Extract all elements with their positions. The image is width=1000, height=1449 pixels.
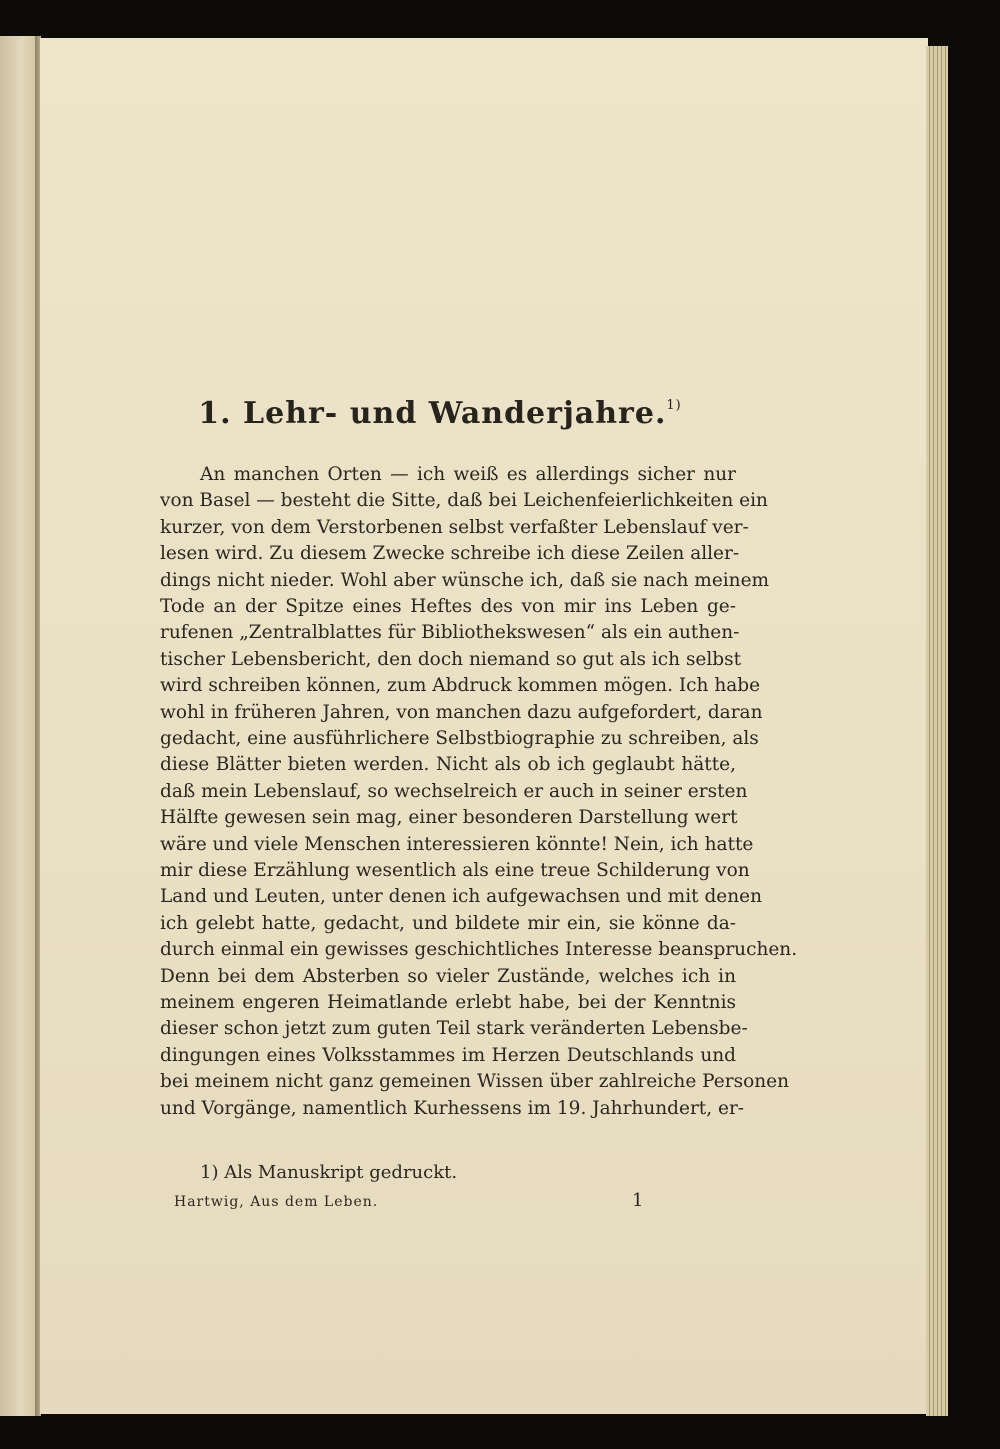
text-line: meinem engeren Heimatlande erlebt habe, bei der Kenntnis [160,992,736,1013]
text-line: durch einmal ein gewisses geschichtliches Interesse beanspruchen. [160,939,798,961]
page-stack-edge [926,46,948,1416]
text-line: Land und Leuten, unter denen ich aufgewachsen und mit denen [160,886,763,908]
text-line: rufenen „Zentralblattes für Bibliothekswesen“ als ein authen- [160,622,740,644]
text-line: bei meinem nicht ganz gemeinen Wissen über zahlreiche Personen [160,1071,789,1093]
text-line: lesen wird. Zu diesem Zwecke schreibe ich diese Zeilen aller- [160,543,740,565]
chapter-heading [190,396,690,431]
text-line: wird schreiben können, zum Abdruck kommen mögen. Ich habe [160,675,761,697]
text-line: von Basel — besteht die Sitte, daß bei Leichenfeierlichkeiten ein [160,490,768,512]
text-line: mir diese Erzählung wesentlich als eine treue Schilderung von [160,860,750,881]
text-line: kurzer, von dem Verstorbenen selbst verfaßter Lebenslauf ver- [160,516,749,538]
text-line: wohl in früheren Jahren, von manchen dazu aufgefordert, daran [160,701,763,723]
text-line: Denn bei dem Absterben so vieler Zustände, welches ich in [160,965,736,987]
text-line: dings nicht nieder. Wohl aber wünsche ich, daß sie nach meinem [160,569,770,591]
text-line: dingungen eines Volksstammes im Herzen Deutschlands und [160,1044,736,1066]
text-line: und Vorgänge, namentlich Kurhessens im 19. Jahrhundert, er- [160,1097,745,1119]
footnote: 1) Als Manuskript gedruckt. [200,1162,458,1183]
text-line: wäre und viele Menschen interessieren könnte! Nein, ich hatte [160,833,754,855]
signature-line: Hartwig, Aus dem Leben. [174,1194,379,1210]
text-line: Hälfte gewesen sein mag, einer besonderen Darstellung wert [160,807,738,829]
text-line: Tode an der Spitze eines Heftes des von mir ins Leben ge- [160,596,736,617]
page-number: 1 [632,1190,644,1211]
text-line: tischer Lebensbericht, den doch niemand so gut als ich selbst [160,648,742,670]
left-page-edge [0,36,36,1416]
heading-footnote-marker: 1) [666,398,682,413]
text-line: diese Blätter bieten werden. Nicht als ob ich geglaubt hätte, [160,754,736,776]
text-line: dieser schon jetzt zum guten Teil stark veränderten Lebensbe- [160,1018,748,1040]
text-line: daß mein Lebenslauf, so wechselreich er auch in seiner ersten [160,780,748,802]
text-line: gedacht, eine ausführlichere Selbstbiographie zu schreiben, als [160,728,759,749]
heading-text: 1. Lehr- und Wanderjahre. [198,396,667,431]
text-line: An manchen Orten — ich weiß es allerdings sicher nur [200,464,736,485]
text-line: ich gelebt hatte, gedacht, und bildete mir ein, sie könne da- [160,912,736,934]
